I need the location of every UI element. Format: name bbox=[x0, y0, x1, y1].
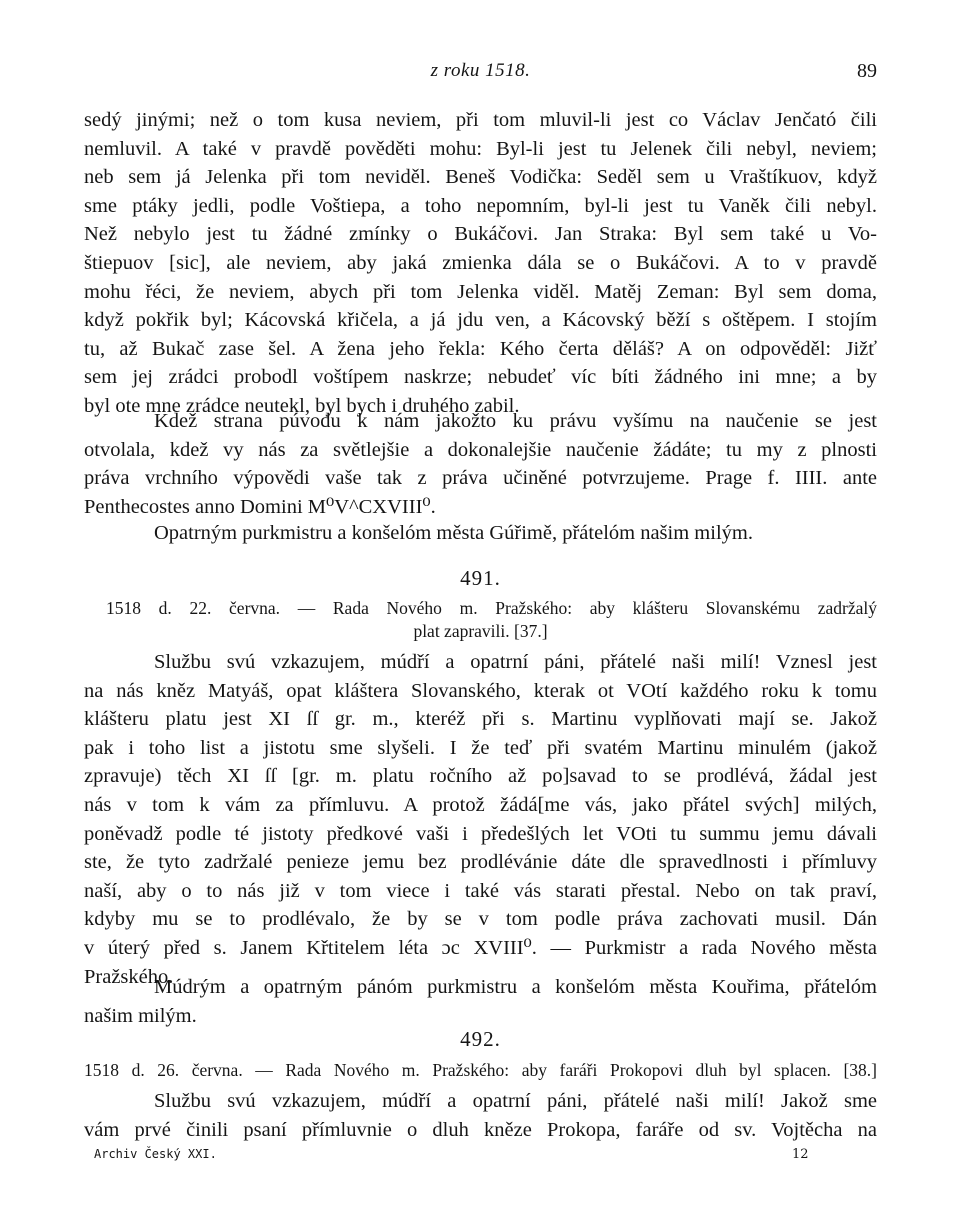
address-491 bbox=[84, 973, 877, 1030]
text-line: vám prvé činili psaní přímluvnie o dluh kněze Prokopa, faráře od sv. Vojtěcha na bbox=[84, 1118, 877, 1141]
text-line: v úterý před s. Janem Křtitelem léta ɔc XVIII⁰. — Purkmistr a rada Nového města bbox=[84, 936, 877, 959]
text-line: kdyby mu se to prodlévalo, že by se v tom podle práva zachovati musil. Dán bbox=[84, 908, 877, 931]
address-line: Opatrným purkmistru a konšelóm města Gúřimě, přátelóm našim milým. bbox=[154, 522, 753, 544]
text-line: když pokřik byl; Kácovská křičela, a já jdu ven, a Kácovský běží s oštěpem. I stojím bbox=[84, 309, 877, 332]
address-line: Múdrým a opatrným pánóm purkmistru a konšelóm města Kouřima, přátelóm bbox=[154, 976, 877, 998]
text-line: práva vrchního výpovědi vaše tak z práva učiněné potvrzujeme. Prage f. IIII. ante bbox=[84, 467, 877, 490]
regest-line: plat zapravili. [37.] bbox=[413, 621, 548, 641]
text-line: naší, aby o to nás již v tom viece i také vás starati přestal. Nebo on tak praví, bbox=[84, 879, 877, 902]
text-line: Než nebylo jest tu žádné zmínky o Bukáčovi. Jan Straka: Byl sem také u Vo- bbox=[84, 223, 877, 246]
letter-492-text bbox=[84, 1087, 877, 1144]
running-head bbox=[84, 60, 877, 90]
text-line: Službu svú vzkazujem, múdří a opatrní páni, přátelé naši milí! Vznesl jest bbox=[154, 651, 877, 673]
address-line: našim milým. bbox=[84, 1004, 197, 1027]
text-line: na nás kněz Matyáš, opat kláštera Slovanského, kterak ot VOtí každého roku k tomu bbox=[84, 679, 877, 702]
continuation-paragraph bbox=[84, 106, 877, 421]
volume-title: Archiv Český XXI. bbox=[94, 1147, 217, 1161]
regest-491 bbox=[84, 597, 877, 643]
text-line: sme ptáky jedli, podle Voštiepa, a toho nepomním, byl-li jest tu Vaněk čili nebyl. bbox=[84, 194, 877, 217]
regest-492 bbox=[84, 1059, 877, 1082]
text-line: Službu svú vzkazujem, múdří a opatrní páni, přátelé naši milí! Jakož sme bbox=[154, 1090, 877, 1112]
address-491-previous bbox=[84, 519, 877, 548]
text-line: klášteru platu jest XI ſſ gr. m., kteréž při s. Martinu vyplňovati mají se. Jakož bbox=[84, 708, 877, 731]
text-line: poněvadž podle té jistoty předkové vaši i předešlých let VOti tu summu jemu dávali bbox=[84, 822, 877, 845]
text-line: sem jej zrádci probodl voštípem naskrze; nebudeť víc bíti žádného ini mne; a by bbox=[84, 366, 877, 389]
text-line: pak i toho list a jistotu sme slyšeli. I že teď při svatém Martinu minulém (jakož bbox=[84, 736, 877, 759]
regest-line: 1518 d. 22. června. — Rada Nového m. Pražského: aby klášteru Slovanskému zadržalý bbox=[106, 598, 877, 618]
text-line: tu, až Bukač zase šel. A žena jeho řekla: Kého čerta děláš? A on odpověděl: Jižť bbox=[84, 337, 877, 360]
text-line: sedý jinými; než o tom kusa neviem, při tom mluvil-li jest co Václav Jenčató čili bbox=[84, 109, 877, 131]
text-line: zpravuje) těch XI ſſ [gr. m. platu ročního až po]savad to se prodlévá, žádal jest bbox=[84, 765, 877, 788]
document-number: 492. bbox=[460, 1027, 501, 1051]
text-line: mohu řéci, že neviem, abych při tom Jelenka viděl. Matěj Zeman: Byl sem doma, bbox=[84, 280, 877, 303]
text-line: nás v tom k vám za přímluvu. A protož žádá[me vás, jako přátel svých] milých, bbox=[84, 793, 877, 816]
text-line: ste, že tyto zadržalé penieze jemu bez prodlévánie dáte dle spravedlnosti i přímluvy bbox=[84, 851, 877, 874]
signature-mark: 12 bbox=[792, 1147, 809, 1162]
text-line: neb sem já Jelenka při tom neviděl. Beneš Vodička: Seděl sem u Vraštíkuov, když bbox=[84, 166, 877, 189]
text-line: Penthecostes anno Domini M⁰V^CXVIII⁰. bbox=[84, 495, 436, 518]
regest-line: 1518 d. 26. června. — Rada Nového m. Pražského: aby faráři Prokopovi dluh byl splacen. [38.] bbox=[84, 1060, 877, 1080]
text-line: byl ote mne zrádce neutekl, byl bych i druhého zabil. bbox=[84, 394, 520, 417]
text-line: Kdež strana púvodu k nám jakožto ku právu vyšímu na naučenie se jest bbox=[154, 410, 877, 432]
running-title: z roku 1518. bbox=[430, 60, 531, 81]
conclusion-paragraph bbox=[84, 407, 877, 521]
text-line: nemluvil. A také v pravdě pověděti mohu: Byl-li jest tu Jelenek čili nebyl, neviem; bbox=[84, 137, 877, 160]
letter-491-text bbox=[84, 648, 877, 991]
page-number: 89 bbox=[857, 60, 877, 82]
page-footer bbox=[84, 1147, 877, 1169]
text-line: štiepuov [sic], ale neviem, aby jaká zmienka dála se o Bukáčovi. A to v pravdě bbox=[84, 251, 877, 274]
text-line: otvolala, kdež vy nás za světlejšie a dokonalejšie naučenie žádáte; tu my z plnosti bbox=[84, 438, 877, 461]
text-line: Pražského. bbox=[84, 965, 174, 988]
document-number: 491. bbox=[460, 566, 501, 590]
